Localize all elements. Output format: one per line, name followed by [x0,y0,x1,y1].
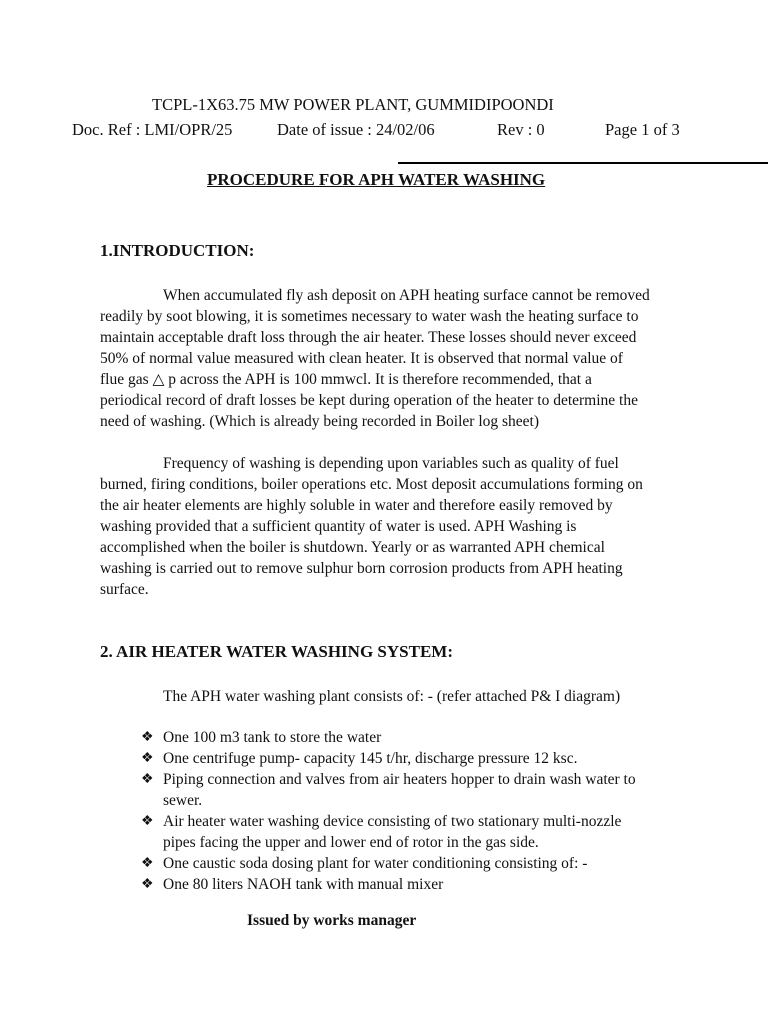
list-item-continuation: pipes facing the upper and lower end of rotor in the gas side. [163,834,539,851]
list-item: Piping connection and valves from air heaters hopper to drain wash water to [163,771,636,788]
paragraph-line: Frequency of washing is depending upon variables such as quality of fuel [163,455,619,472]
paragraph-line: need of washing. (Which is already being recorded in Boiler log sheet) [100,413,540,430]
section-heading-introduction: 1.INTRODUCTION: [100,241,255,260]
list-item-continuation: sewer. [163,792,203,809]
paragraph-line: surface. [100,581,149,598]
document-title: PROCEDURE FOR APH WATER WASHING [207,170,546,189]
paragraph-line: accomplished when the boiler is shutdown. Yearly or as warranted APH chemical [100,539,605,556]
paragraph-line: the air heater elements are highly soluble in water and therefore easily removed by [100,497,613,514]
list-item: One 100 m3 tank to store the water [163,729,382,746]
diamond-bullet-icon: ❖ [141,814,154,829]
paragraph-line: periodical record of draft losses be kept during operation of the heater to determine the [100,392,638,409]
paragraph-line: maintain acceptable draft loss through the air heater. These losses should never exceed [100,329,637,346]
section-heading-water-washing-system: 2. AIR HEATER WATER WASHING SYSTEM: [100,642,453,661]
page-number: Page 1 of 3 [605,120,680,139]
doc-ref: Doc. Ref : LMI/OPR/25 [72,120,233,139]
date-of-issue: Date of issue : 24/02/06 [277,120,435,139]
revision: Rev : 0 [497,120,545,139]
diamond-bullet-icon: ❖ [141,856,154,871]
system-intro: The APH water washing plant consists of: - (refer attached P& I diagram) [163,688,621,705]
diamond-bullet-icon: ❖ [141,772,154,787]
plant-title: TCPL-1X63.75 MW POWER PLANT, GUMMIDIPOONDI [152,95,554,114]
list-item: One centrifuge pump- capacity 145 t/hr, discharge pressure 12 ksc. [163,750,578,767]
paragraph-line: When accumulated fly ash deposit on APH heating surface cannot be removed [163,287,650,304]
list-item: One 80 liters NAOH tank with manual mixer [163,876,444,893]
header-rule [398,162,768,164]
list-item: One caustic soda dosing plant for water conditioning consisting of: - [163,855,588,872]
diamond-bullet-icon: ❖ [141,751,154,766]
paragraph-line: burned, firing conditions, boiler operations etc. Most deposit accumulations forming on [100,476,643,493]
paragraph-line: 50% of normal value measured with clean heater. It is observed that normal value of [100,350,623,367]
diamond-bullet-icon: ❖ [141,730,154,745]
paragraph-line: washing is carried out to remove sulphur born corrosion products from APH heating [100,560,623,577]
paragraph-line: flue gas △ p across the APH is 100 mmwcl. It is therefore recommended, that a [100,371,592,388]
paragraph-line: readily by soot blowing, it is sometimes necessary to water wash the heating surface to [100,308,639,325]
list-item: Air heater water washing device consisting of two stationary multi-nozzle [163,813,622,830]
diamond-bullet-icon: ❖ [141,877,154,892]
issued-by: Issued by works manager [247,912,417,929]
paragraph-line: washing provided that a sufficient quantity of water is used. APH Washing is [100,518,577,535]
